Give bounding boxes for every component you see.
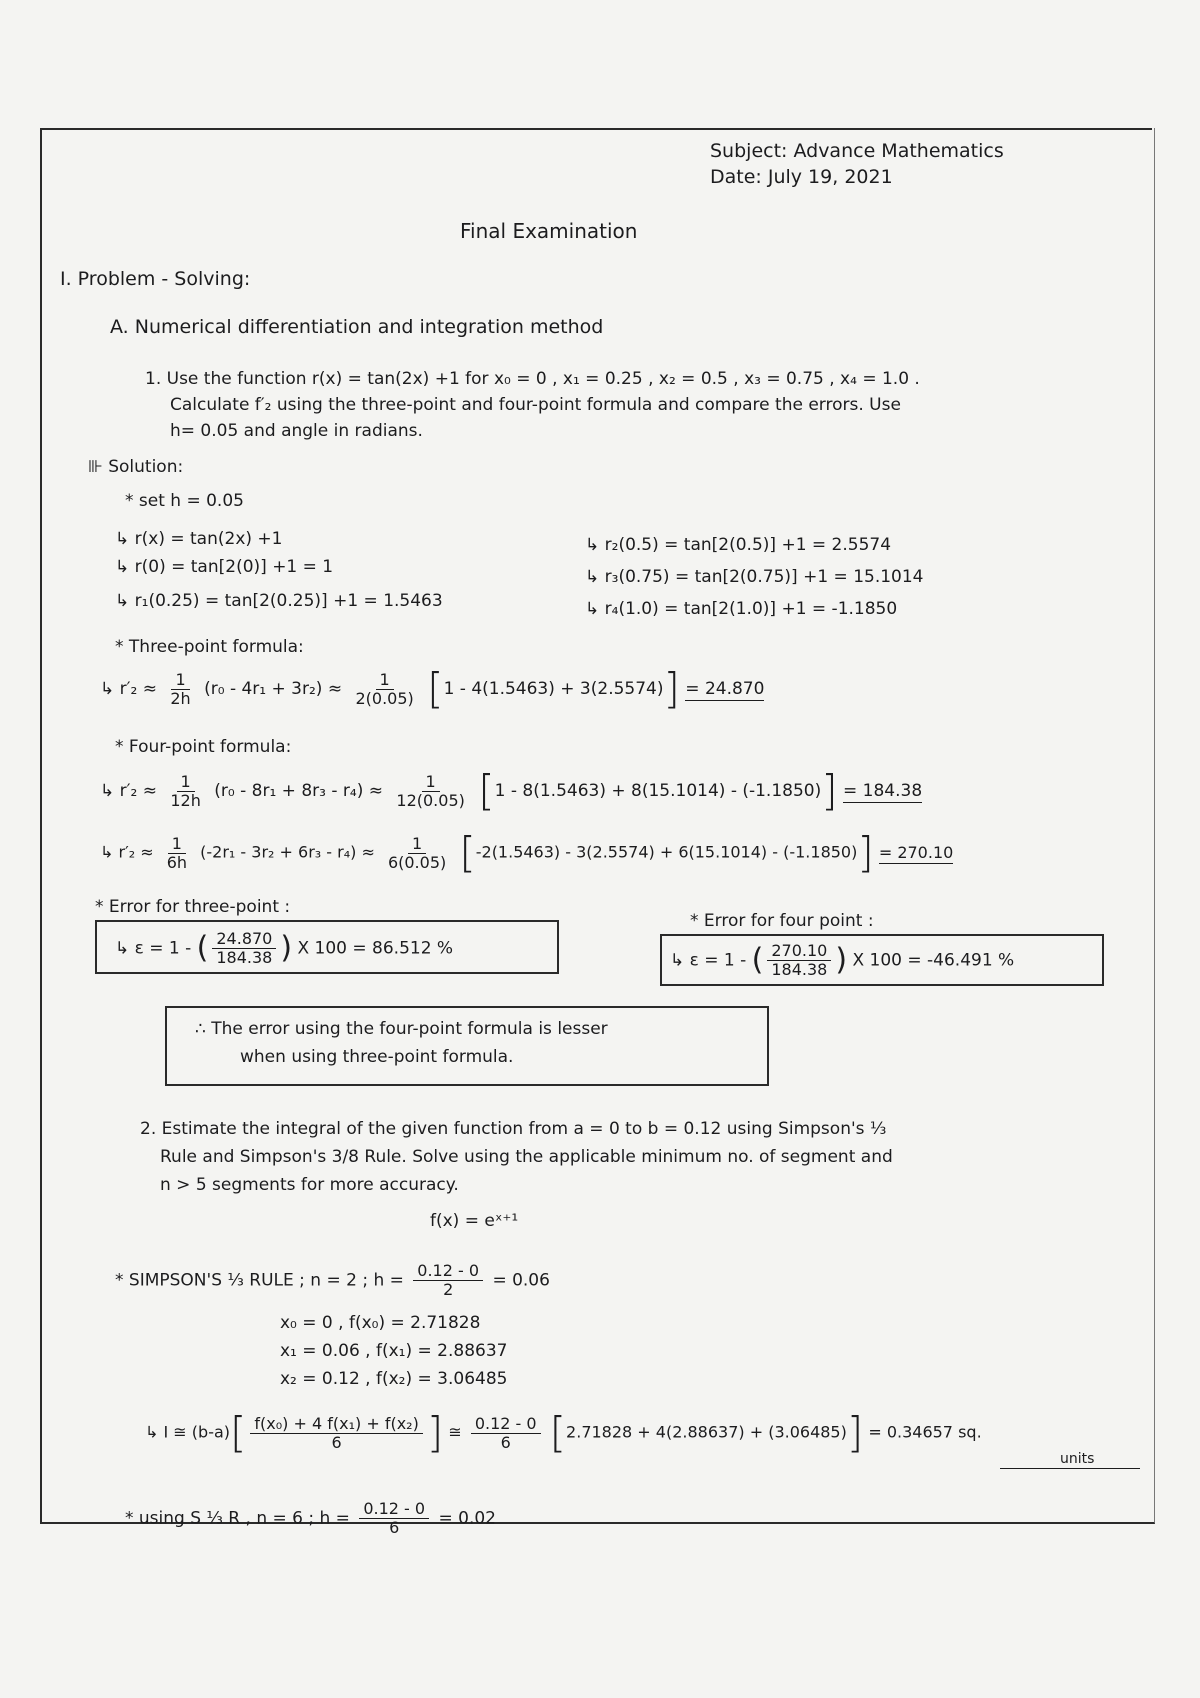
four-point-formula-a: ↳ r′₂ ≈ $\frac{1}{12h}$ (r₀ - 8r₁ + 8r₃ - r₄) ≈ $\frac{1}{12(0.05)}$ [1 - 8(1.5463) + 8(15.1014) - (-1.1850)] = 184.38 <box>100 766 923 815</box>
simpson-row-2: x₂ = 0.12 , f(x₂) = 3.06485 <box>280 1369 508 1389</box>
three-point-lhs: ↳ r′₂ ≈ <box>100 679 157 699</box>
eval-left-2: ↳ r₁(0.25) = tan[2(0.25)] +1 = 1.5463 <box>115 591 443 611</box>
eval-right-0: ↳ r₂(0.5) = tan[2(0.5)] +1 = 2.5574 <box>585 535 892 555</box>
simpson-integral-frac: $\frac{\text{f(x₀) + 4 f(x₁) + f(x₂)}}{6}$ <box>250 1415 422 1452</box>
simpson-integral-body: 2.71828 + 4(2.88637) + (3.06485) <box>566 1422 847 1442</box>
problem2-line1: 2. Estimate the integral of the given function from a = 0 to b = 0.12 using Simpson's ⅓ <box>140 1119 887 1139</box>
error-three-ratio: $\frac{24.870}{184.38}$ <box>212 930 276 967</box>
problem2-line2: Rule and Simpson's 3/8 Rule. Solve using the applicable minimum no. of segment and <box>160 1147 893 1167</box>
error-three-result: X 100 = 86.512 % <box>297 938 454 959</box>
simpson-row-0: x₀ = 0 , f(x₀) = 2.71828 <box>280 1313 481 1333</box>
problem1-line3: h= 0.05 and angle in radians. <box>170 421 423 441</box>
problem1-line2: Calculate f′₂ using the three-point and four-point formula and compare the errors. Use <box>170 395 901 415</box>
eval-right-2: ↳ r₄(1.0) = tan[2(1.0)] +1 = -1.1850 <box>585 599 898 619</box>
page-title: Final Examination <box>460 219 638 243</box>
four-point-b-body: -2(1.5463) - 3(2.5574) + 6(15.1014) - (-1.1850) <box>475 842 858 862</box>
three-point-label: * Three-point formula: <box>115 637 304 657</box>
three-point-expr: (r₀ - 4r₁ + 3r₂) ≈ <box>204 679 343 699</box>
simpson-integral: ↳ I ≅ (b-a)[ $\frac{\text{f(x₀) + 4 f(x₁) + f(x₂)}}{6}$ ] ≅ $\frac{0.12 - 0}{6}$ [2.71828 + 4(2.88637) + (3.06485)] = 0.34657 sq. <box>145 1408 982 1457</box>
eval-left-0: ↳ r(x) = tan(2x) +1 <box>115 529 283 549</box>
simpson-row-1: x₁ = 0.06 , f(x₁) = 2.88637 <box>280 1341 508 1361</box>
three-point-result: = 24.870 <box>685 679 765 699</box>
subject-line: Subject: Advance Mathematics <box>710 140 1004 162</box>
error-four-result: X 100 = -46.491 % <box>852 950 1015 971</box>
solution-label: ⊪ Solution: <box>88 457 184 477</box>
simpson-integral-result: = 0.34657 sq. <box>868 1422 982 1442</box>
error-four-label: * Error for four point : <box>690 911 874 931</box>
four-point-a-body: 1 - 8(1.5463) + 8(15.1014) - (-1.1850) <box>494 781 822 801</box>
part-heading: I. Problem - Solving: <box>60 268 251 290</box>
eval-right-1: ↳ r₃(0.75) = tan[2(0.75)] +1 = 15.1014 <box>585 567 924 587</box>
four-point-label: * Four-point formula: <box>115 737 292 757</box>
error-three-formula: ↳ ε = 1 - ( $\frac{24.870}{184.38}$ ) X 100 = 86.512 % <box>115 929 454 967</box>
error-four-ratio: $\frac{270.10}{184.38}$ <box>767 942 831 979</box>
problem2-line3: n > 5 segments for more accuracy. <box>160 1175 459 1195</box>
four-point-b-coef2: $\frac{1}{6(0.05)}$ <box>387 833 447 872</box>
three-point-body: 1 - 4(1.5463) + 3(2.5574) <box>443 679 664 699</box>
eval-left-1: ↳ r(0) = tan[2(0)] +1 = 1 <box>115 557 334 577</box>
simpson-n6: * using S ⅓ R , n = 6 ; h = $\frac{0.12 - 0}{6}$ = 0.02 <box>125 1499 496 1537</box>
section-a-heading: A. Numerical differentiation and integration method <box>110 316 604 338</box>
simpson-heading: * SIMPSON'S ⅓ RULE ; n = 2 ; h = $\frac{0.12 - 0}{2}$ = 0.06 <box>115 1261 550 1299</box>
four-point-a-coef: $\frac{1}{12h}$ <box>170 771 201 810</box>
four-point-b-coef: $\frac{1}{6h}$ <box>166 833 188 872</box>
three-point-coef: $\frac{1}{2h}$ <box>170 669 191 708</box>
problem1-line1: 1. Use the function r(x) = tan(2x) +1 for x₀ = 0 , x₁ = 0.25 , x₂ = 0.5 , x₃ = 0.75 , x₄ = 1.0 . <box>145 369 920 389</box>
three-point-coef2: $\frac{1}{2(0.05)}$ <box>355 669 414 708</box>
set-h: * set h = 0.05 <box>125 491 244 511</box>
error-three-label: * Error for three-point : <box>95 897 291 917</box>
simpson-integral-units: units <box>1060 1451 1095 1467</box>
three-point-formula: ↳ r′₂ ≈ $\frac{1}{2h}$ (r₀ - 4r₁ + 3r₂) ≈ $\frac{1}{2(0.05)}$ [1 - 4(1.5463) + 3(2.5574)] = 24.870 <box>100 664 765 713</box>
simpson-n6-frac: $\frac{0.12 - 0}{6}$ <box>359 1500 429 1537</box>
four-point-b-result: = 270.10 <box>878 842 954 862</box>
four-point-formula-b: ↳ r′₂ ≈ $\frac{1}{6h}$ (-2r₁ - 3r₂ + 6r₃ - r₄) ≈ $\frac{1}{6(0.05)}$ [-2(1.5463) - 3(2.5574) + 6(15.1014) - (-1.1850)] = 270.10 <box>100 828 954 877</box>
problem2-function: f(x) = eˣ⁺¹ <box>430 1211 519 1231</box>
four-point-a-coef2: $\frac{1}{12(0.05)}$ <box>396 771 465 810</box>
simpson-integral-coef: $\frac{0.12 - 0}{6}$ <box>471 1415 541 1452</box>
conclusion-line2: when using three-point formula. <box>240 1047 514 1067</box>
simpson-h-frac: $\frac{0.12 - 0}{2}$ <box>413 1262 483 1299</box>
error-four-formula: ↳ ε = 1 - ( $\frac{270.10}{184.38}$ ) X 100 = -46.491 % <box>670 941 1015 979</box>
four-point-a-result: = 184.38 <box>843 781 923 801</box>
date-line: Date: July 19, 2021 <box>710 166 893 188</box>
conclusion-line1: ∴ The error using the four-point formula is lesser <box>195 1019 608 1039</box>
result-underline <box>1000 1468 1140 1469</box>
